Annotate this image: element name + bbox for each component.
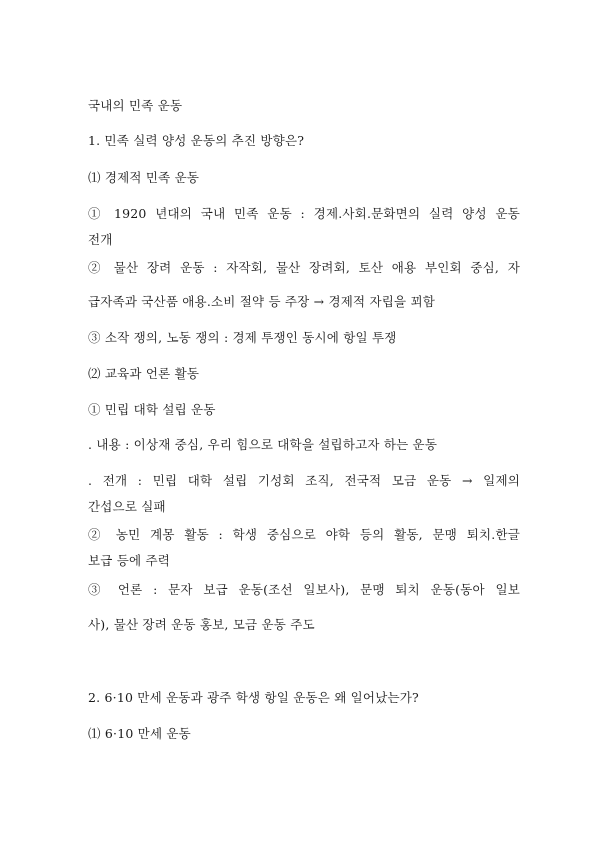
question-heading: 1. 민족 실력 양성 운동의 추진 방향은? — [88, 133, 305, 148]
paragraph-line: ① 민립 대학 설립 운동 — [88, 402, 216, 417]
paragraph-line: 사), 물산 장려 운동 홍보, 모금 운동 주도 — [88, 617, 315, 632]
section-heading: 국내의 민족 운동 — [88, 98, 183, 113]
paragraph-line: 전개 — [88, 232, 113, 247]
subsection-heading: ⑴ 6·10 만세 운동 — [88, 726, 191, 741]
subsection-heading: ⑴ 경제적 민족 운동 — [88, 170, 200, 185]
paragraph-line: 간섭으로 실패 — [88, 499, 166, 514]
subsection-heading: ⑵ 교육과 언론 활동 — [88, 366, 200, 381]
paragraph-line: ② 농민 계몽 활동 : 학생 중심으로 야학 등의 활동, 문맹 퇴치.한글 — [88, 527, 520, 542]
paragraph-line: ① 1920 년대의 국내 민족 운동 : 경제.사회.문화면의 실력 양성 운동 — [88, 206, 520, 221]
paragraph-line: ③ 소작 쟁의, 노동 쟁의 : 경제 투쟁인 동시에 항일 투쟁 — [88, 330, 397, 345]
paragraph-line: 보급 등에 주력 — [88, 553, 170, 568]
paragraph-line: ③ 언론 : 문자 보급 운동(조선 일보사), 문맹 퇴치 운동(동아 일보 — [88, 582, 520, 597]
paragraph-line: . 전개 : 민립 대학 설립 기성회 조직, 전국적 모금 운동 → 일제의 — [88, 473, 520, 488]
paragraph-line: ② 물산 장려 운동 : 자작회, 물산 장려회, 토산 애용 부인회 중심, 자 — [88, 260, 520, 275]
paragraph-line: 급자족과 국산품 애용.소비 절약 등 주장 → 경제적 자립을 꾀함 — [88, 294, 436, 309]
question-heading: 2. 6·10 만세 운동과 광주 학생 항일 운동은 왜 일어났는가? — [88, 690, 419, 705]
paragraph-line: . 내용 : 이상재 중심, 우리 힘으로 대학을 설립하고자 하는 운동 — [88, 437, 438, 452]
